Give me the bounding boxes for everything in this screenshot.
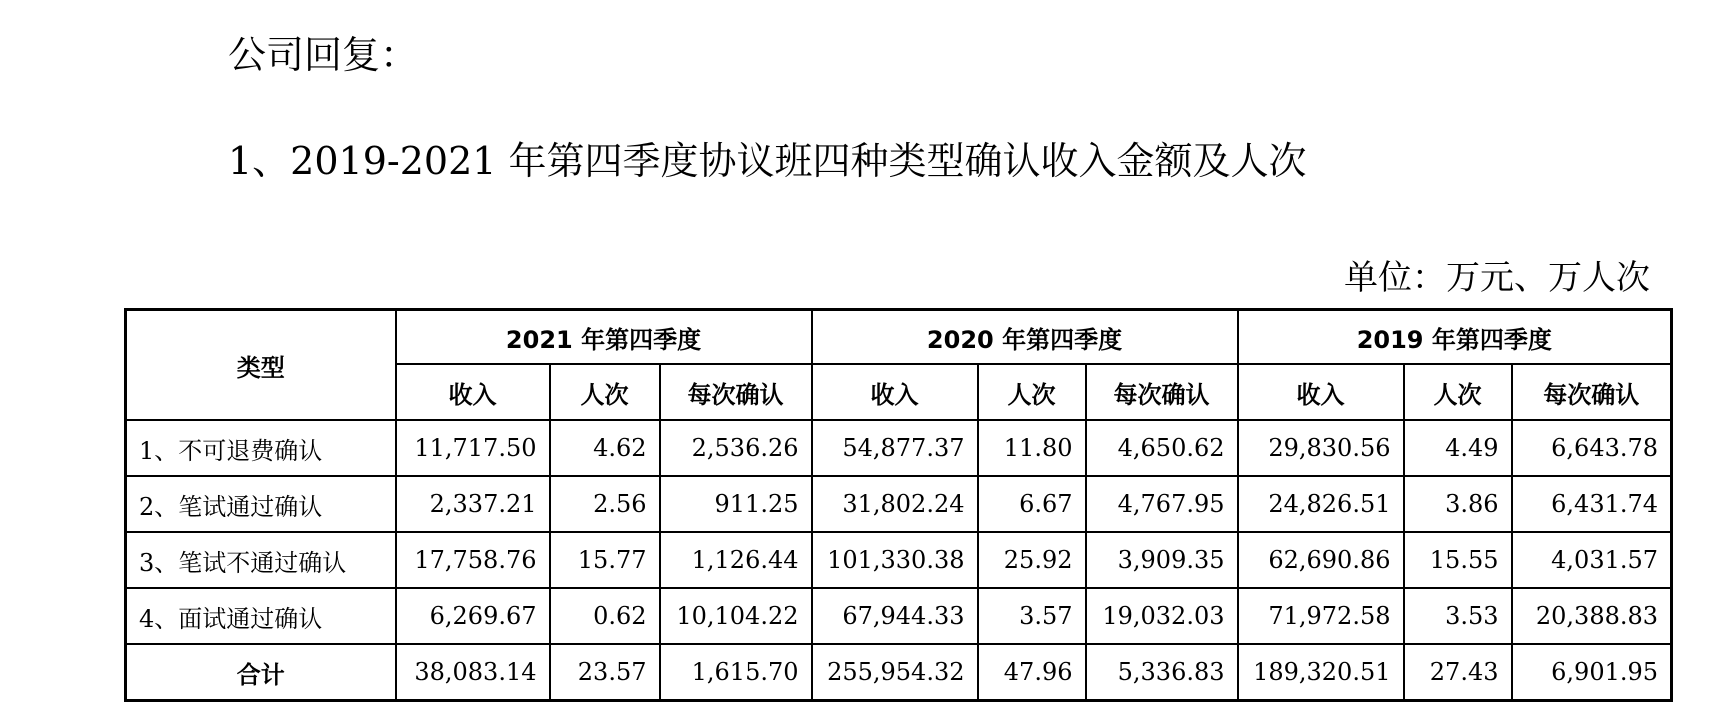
cell-value: 1,126.44 [660, 532, 812, 588]
cell-value: 4,031.57 [1512, 532, 1672, 588]
total-value: 5,336.83 [1086, 644, 1238, 701]
revenue-table [124, 308, 1673, 702]
type-header: 类型 [126, 310, 396, 421]
period-header-2021: 2021 年第四季度 [396, 310, 812, 365]
table-header-row [126, 310, 1672, 365]
period-header-2019: 2019 年第四季度 [1238, 310, 1672, 365]
reply-label: 公司回复： [228, 33, 419, 77]
cell-value: 0.62 [550, 588, 660, 644]
cell-value: 17,758.76 [396, 532, 550, 588]
section-title: 1、2019-2021 年第四季度协议班四种类型确认收入金额及人次 [228, 139, 1307, 183]
cell-value: 101,330.38 [812, 532, 978, 588]
cell-value: 19,032.03 [1086, 588, 1238, 644]
cell-value: 2.56 [550, 476, 660, 532]
total-value: 38,083.14 [396, 644, 550, 701]
row-type-label: 1、不可退费确认 [126, 420, 396, 476]
subheader-per-confirm: 每次确认 [1512, 364, 1672, 420]
subheader-per-confirm: 每次确认 [660, 364, 812, 420]
cell-value: 54,877.37 [812, 420, 978, 476]
cell-value: 11,717.50 [396, 420, 550, 476]
total-value: 1,615.70 [660, 644, 812, 701]
total-value: 27.43 [1404, 644, 1512, 701]
table-row [126, 476, 1672, 532]
cell-value: 3,909.35 [1086, 532, 1238, 588]
cell-value: 911.25 [660, 476, 812, 532]
cell-value: 15.55 [1404, 532, 1512, 588]
cell-value: 67,944.33 [812, 588, 978, 644]
cell-value: 3.57 [978, 588, 1086, 644]
cell-value: 6,431.74 [1512, 476, 1672, 532]
subheader-count: 人次 [550, 364, 660, 420]
cell-value: 25.92 [978, 532, 1086, 588]
period-header-2020: 2020 年第四季度 [812, 310, 1238, 365]
row-type-label: 4、面试通过确认 [126, 588, 396, 644]
row-type-label: 2、笔试通过确认 [126, 476, 396, 532]
subheader-revenue: 收入 [396, 364, 550, 420]
cell-value: 3.86 [1404, 476, 1512, 532]
total-row [126, 644, 1672, 701]
table-row [126, 588, 1672, 644]
cell-value: 29,830.56 [1238, 420, 1404, 476]
table-row [126, 420, 1672, 476]
subheader-revenue: 收入 [1238, 364, 1404, 420]
cell-value: 31,802.24 [812, 476, 978, 532]
total-label: 合计 [126, 644, 396, 701]
cell-value: 24,826.51 [1238, 476, 1404, 532]
cell-value: 10,104.22 [660, 588, 812, 644]
cell-value: 6,643.78 [1512, 420, 1672, 476]
cell-value: 4.62 [550, 420, 660, 476]
cell-value: 4.49 [1404, 420, 1512, 476]
total-value: 47.96 [978, 644, 1086, 701]
subheader-revenue: 收入 [812, 364, 978, 420]
cell-value: 71,972.58 [1238, 588, 1404, 644]
cell-value: 6.67 [978, 476, 1086, 532]
cell-value: 2,536.26 [660, 420, 812, 476]
cell-value: 15.77 [550, 532, 660, 588]
cell-value: 2,337.21 [396, 476, 550, 532]
cell-value: 20,388.83 [1512, 588, 1672, 644]
subheader-count: 人次 [1404, 364, 1512, 420]
total-value: 189,320.51 [1238, 644, 1404, 701]
cell-value: 6,269.67 [396, 588, 550, 644]
table-row [126, 532, 1672, 588]
subheader-per-confirm: 每次确认 [1086, 364, 1238, 420]
total-value: 23.57 [550, 644, 660, 701]
total-value: 255,954.32 [812, 644, 978, 701]
cell-value: 4,767.95 [1086, 476, 1238, 532]
cell-value: 62,690.86 [1238, 532, 1404, 588]
cell-value: 3.53 [1404, 588, 1512, 644]
row-type-label: 3、笔试不通过确认 [126, 532, 396, 588]
cell-value: 4,650.62 [1086, 420, 1238, 476]
subheader-count: 人次 [978, 364, 1086, 420]
unit-label: 单位：万元、万人次 [1344, 258, 1650, 298]
total-value: 6,901.95 [1512, 644, 1672, 701]
cell-value: 11.80 [978, 420, 1086, 476]
